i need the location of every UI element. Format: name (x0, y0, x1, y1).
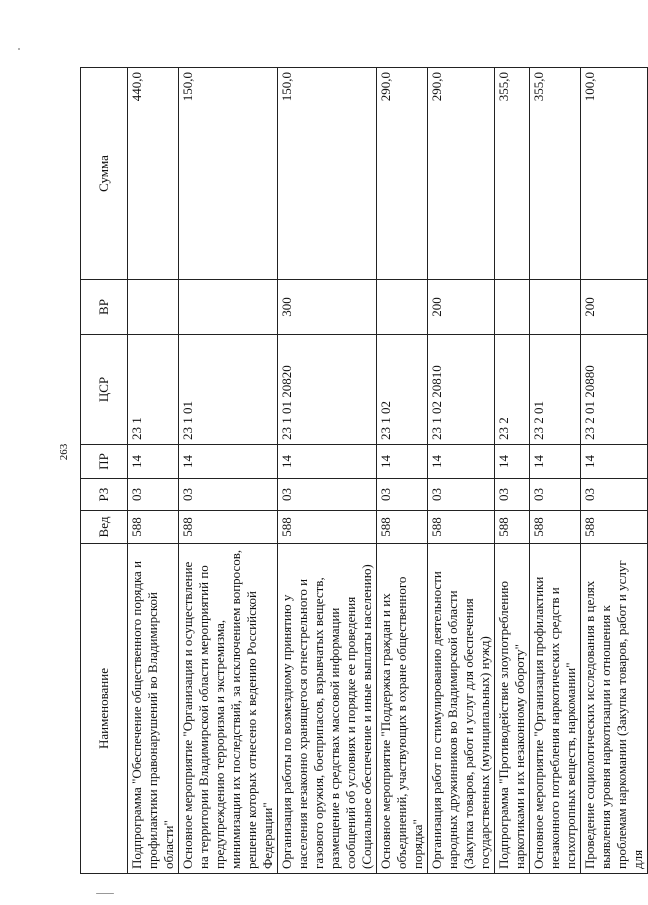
page-number: 263 (58, 443, 70, 461)
cell-name: Подпрограмма "Противодействие злоупотреблению наркотиками и их незаконному обороту" (495, 544, 530, 874)
cell-name: Проведение социологических исследования в целях выявления уровня наркотизации и отношения к проблемам наркомании (Закупка товаров, работ и услуг для (581, 544, 648, 874)
cell-ved: 588 (428, 511, 495, 544)
header-csr: ЦСР (81, 335, 128, 445)
cell-vr (128, 280, 179, 335)
cell-csr: 23 1 02 20810 (428, 335, 495, 445)
cell-ved: 588 (128, 511, 179, 544)
cell-sum: 150,0 (179, 68, 278, 280)
cell-vr (530, 280, 581, 335)
cell-pr: 14 (278, 445, 377, 479)
cell-rz: 03 (377, 479, 428, 511)
table-row (495, 68, 530, 874)
cell-sum: 355,0 (530, 68, 581, 280)
cell-ved: 588 (179, 511, 278, 544)
cell-ved: 588 (377, 511, 428, 544)
cell-rz: 03 (495, 479, 530, 511)
table-header-row (81, 68, 128, 874)
header-sum: Сумма (81, 68, 128, 280)
table-row (128, 68, 179, 874)
cell-rz: 03 (428, 479, 495, 511)
cell-csr: 23 1 02 (377, 335, 428, 445)
cell-vr (495, 280, 530, 335)
cell-rz: 03 (581, 479, 648, 511)
cell-name: Основное мероприятие "Поддержка граждан и их объединений, участвующих в охране общественного порядка" (377, 544, 428, 874)
cell-pr: 14 (530, 445, 581, 479)
header-pr: ПР (81, 445, 128, 479)
cell-ved: 588 (530, 511, 581, 544)
cell-rz: 03 (128, 479, 179, 511)
header-ved: Вед (81, 511, 128, 544)
cell-name: Организация работ по стимулированию деятельности народных дружинников во Владимирской области (Закупка товаров, работ и услуг для обеспечения государственных (муниципальных) нужд) (428, 544, 495, 874)
cell-vr (377, 280, 428, 335)
cell-name: Подпрограмма "Обеспечение общественного порядка и профилактики правонарушений во Владимирской области" (128, 544, 179, 874)
cell-ved: 588 (278, 511, 377, 544)
cell-vr: 200 (428, 280, 495, 335)
cell-sum: 290,0 (428, 68, 495, 280)
cell-name: Основное мероприятие "Организация и осуществление на территории Владимирской области мероприятий по предупреждению терроризма и экстремизма, минимизации их последствий, за исключением вопросов, решение которых отнесено к ведению Российской Федерации" (179, 544, 278, 874)
table-row (530, 68, 581, 874)
cell-pr: 14 (428, 445, 495, 479)
header-name: Наименование (81, 544, 128, 874)
cell-sum: 150,0 (278, 68, 377, 280)
cell-sum: 290,0 (377, 68, 428, 280)
table-row (428, 68, 495, 874)
cell-name: Организация работы по возмездному принятию у населения незаконно хранящегося огнестрельного и газового оружия, боеприпасов, взрывчатых веществ, размещение в средствах массовой информации сообщений об условиях и порядке ее проведения (Социальное обеспечение и иные выплаты населению) (278, 544, 377, 874)
table-row (179, 68, 278, 874)
header-vr: ВР (81, 280, 128, 335)
table-row (377, 68, 428, 874)
cell-vr (179, 280, 278, 335)
cell-sum: 355,0 (495, 68, 530, 280)
cell-pr: 14 (495, 445, 530, 479)
cell-pr: 14 (128, 445, 179, 479)
scan-speck (18, 48, 20, 50)
cell-rz: 03 (530, 479, 581, 511)
table-row (278, 68, 377, 874)
cell-rz: 03 (278, 479, 377, 511)
cell-csr: 23 2 (495, 335, 530, 445)
cell-name: Основное мероприятие "Организация профилактики незаконного потребления наркотических средств и психотропных веществ, наркомании" (530, 544, 581, 874)
budget-table (80, 67, 648, 874)
cell-rz: 03 (179, 479, 278, 511)
header-rz: РЗ (81, 479, 128, 511)
cell-vr: 300 (278, 280, 377, 335)
cell-sum: 100,0 (581, 68, 648, 280)
cell-pr: 14 (179, 445, 278, 479)
cell-csr: 23 1 (128, 335, 179, 445)
cell-csr: 23 2 01 (530, 335, 581, 445)
cell-pr: 14 (377, 445, 428, 479)
cell-vr: 200 (581, 280, 648, 335)
table-sheet (80, 68, 645, 874)
cell-csr: 23 1 01 (179, 335, 278, 445)
cell-ved: 588 (495, 511, 530, 544)
cell-csr: 23 2 01 20880 (581, 335, 648, 445)
cell-ved: 588 (581, 511, 648, 544)
scan-speck (96, 893, 114, 894)
cell-csr: 23 1 01 20820 (278, 335, 377, 445)
cell-sum: 440,0 (128, 68, 179, 280)
table-row (581, 68, 648, 874)
cell-pr: 14 (581, 445, 648, 479)
